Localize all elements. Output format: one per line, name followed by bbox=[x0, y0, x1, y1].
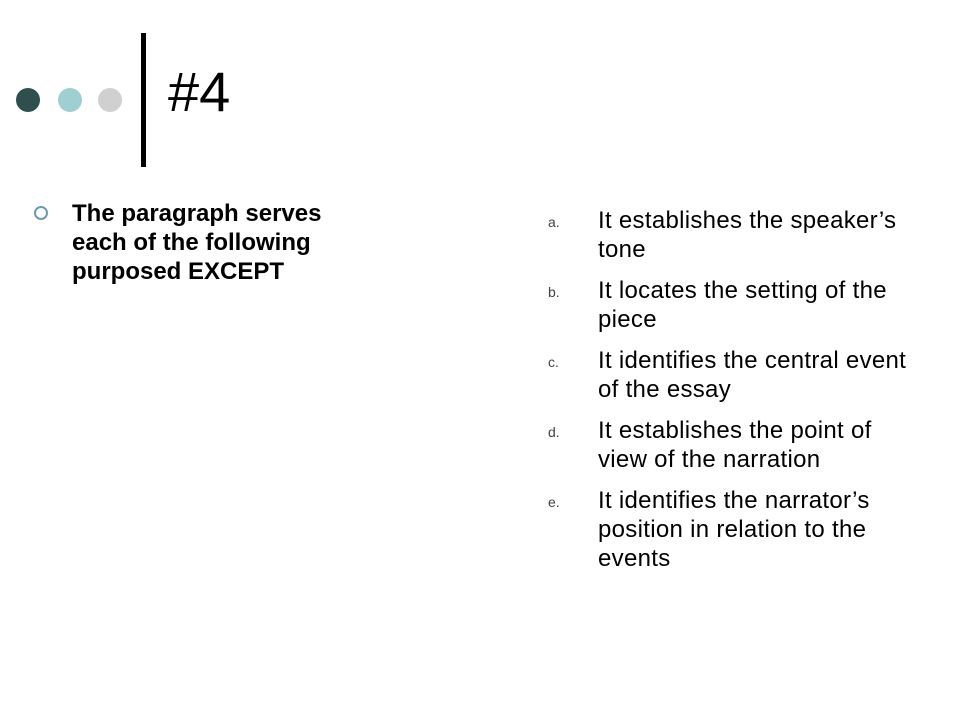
answer-letter: d. bbox=[548, 424, 560, 440]
decorative-dot-teal bbox=[58, 88, 82, 112]
ring-bullet-icon bbox=[34, 206, 48, 220]
answer-text: It identifies the narrator’s position in relation to the events bbox=[598, 487, 870, 572]
title-divider bbox=[141, 33, 146, 167]
answer-item-a bbox=[548, 206, 908, 264]
answer-text: It locates the setting of the piece bbox=[598, 277, 887, 333]
answer-item-b bbox=[548, 276, 908, 334]
question-text: The paragraph serves each of the following purposed EXCEPT bbox=[72, 200, 322, 285]
answer-item-c bbox=[548, 346, 908, 404]
decorative-dot-grey bbox=[98, 88, 122, 112]
decorative-dot-dark bbox=[16, 88, 40, 112]
answer-letter: a. bbox=[548, 214, 560, 230]
answer-letter: e. bbox=[548, 494, 560, 510]
answer-list bbox=[548, 206, 908, 585]
answer-item-d bbox=[548, 416, 908, 474]
answer-text: It identifies the central event of the essay bbox=[598, 347, 907, 403]
question-block bbox=[34, 199, 354, 286]
slide-title: #4 bbox=[168, 60, 231, 123]
answer-letter: c. bbox=[548, 354, 559, 370]
answer-text: It establishes the point of view of the narration bbox=[598, 417, 872, 473]
answer-text: It establishes the speaker’s tone bbox=[598, 207, 897, 263]
answer-letter: b. bbox=[548, 284, 560, 300]
answer-item-e bbox=[548, 486, 908, 573]
